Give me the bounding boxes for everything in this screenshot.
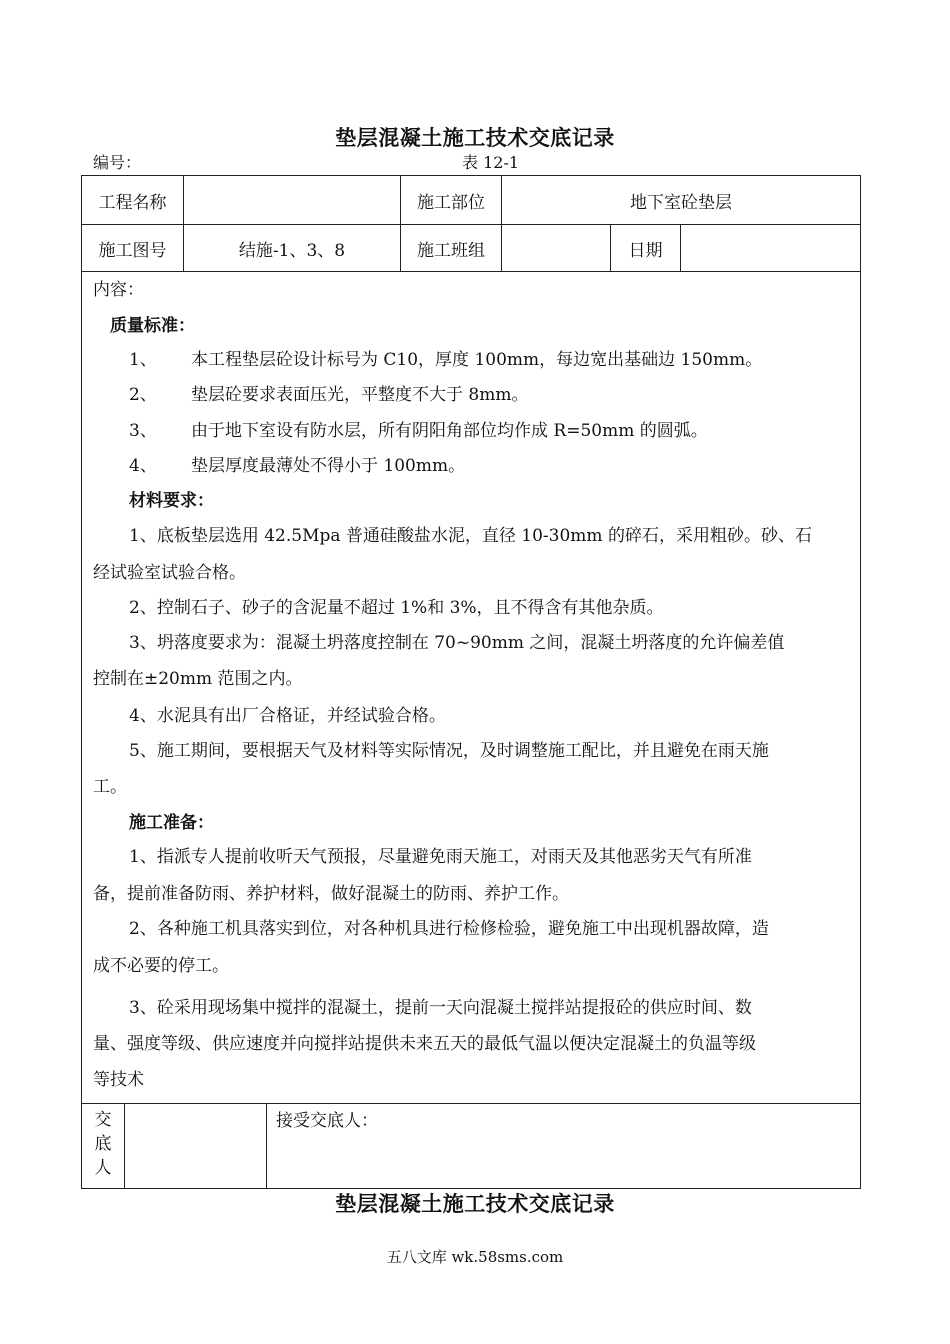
code-label: 编号： <box>93 153 142 172</box>
project-name-value <box>184 176 400 224</box>
materials-line: 工。 <box>93 777 127 797</box>
form-number: 表 12-1 <box>462 153 520 172</box>
part-label: 施工部位 <box>417 192 485 213</box>
date-label: 日期 <box>628 240 663 261</box>
col-divider <box>124 1103 125 1189</box>
list-number: 3、 <box>129 421 157 441</box>
giver-label-char: 人 <box>94 1158 112 1178</box>
materials-line: 4、水泥具有出厂合格证，并经试验合格。 <box>129 706 446 726</box>
quality-item: 由于地下室设有防水层，所有阴阳角部位均作成 R=50mm 的圆弧。 <box>191 421 708 441</box>
materials-line: 3、坍落度要求为：混凝土坍落度控制在 70~90mm 之间，混凝土坍落度的允许偏差值 <box>129 633 785 653</box>
project-name-label: 工程名称 <box>98 192 167 213</box>
list-number: 1、 <box>129 350 157 370</box>
col-divider <box>266 1103 267 1189</box>
drawing-value: 结施-1、3、8 <box>238 240 346 261</box>
giver-label-char: 交 <box>94 1110 112 1130</box>
materials-line: 1、底板垫层选用 42.5Mpa 普通硅酸盐水泥，直径 10-30mm 的碎石，采用粗砂。砂、石 <box>129 526 812 546</box>
preparation-line: 成不必要的停工。 <box>93 956 229 976</box>
content-label: 内容： <box>93 280 144 300</box>
team-label: 施工班组 <box>417 240 485 261</box>
preparation-heading: 施工准备： <box>129 813 214 833</box>
preparation-line: 1、指派专人提前收听天气预报，尽量避免雨天施工，对雨天及其他恶劣天气有所准 <box>129 847 752 867</box>
drawing-label: 施工图号 <box>98 240 167 261</box>
materials-line: 5、施工期间，要根据天气及材料等实际情况，及时调整施工配比，并且避免在雨天施 <box>129 741 769 761</box>
footer-watermark: 五八文库 wk.58sms.com <box>386 1248 564 1266</box>
preparation-line: 备，提前准备防雨、养护材料，做好混凝土的防雨、养护工作。 <box>93 884 569 904</box>
preparation-line: 等技术 <box>93 1070 144 1090</box>
materials-line: 2、控制石子、砂子的含泥量不超过 1%和 3%，且不得含有其他杂质。 <box>129 598 664 618</box>
quality-item: 本工程垫层砼设计标号为 C10，厚度 100mm，每边宽出基础边 150mm。 <box>191 350 763 370</box>
materials-line: 控制在±20mm 范围之内。 <box>93 669 303 689</box>
row-divider <box>81 271 861 272</box>
preparation-line: 量、强度等级、供应速度并向搅拌站提供未来五天的最低气温以便决定混凝土的负温等级 <box>93 1034 756 1054</box>
giver-label-char: 底 <box>94 1134 112 1154</box>
part-value: 地下室砼垫层 <box>630 192 732 213</box>
document-title-repeat: 垫层混凝土施工技术交底记录 <box>335 1191 615 1216</box>
quality-item: 垫层厚度最薄处不得小于 100mm。 <box>191 456 466 476</box>
team-value <box>502 225 610 271</box>
list-number: 2、 <box>129 385 157 405</box>
materials-heading: 材料要求： <box>129 491 214 511</box>
document-title: 垫层混凝土施工技术交底记录 <box>335 125 615 150</box>
list-number: 4、 <box>129 456 157 476</box>
row-divider <box>81 1103 861 1104</box>
preparation-line: 2、各种施工机具落实到位，对各种机具进行检修检验，避免施工中出现机器故障，造 <box>129 919 769 939</box>
quality-heading: 质量标准： <box>110 316 195 336</box>
giver-label <box>82 1108 124 1180</box>
materials-line: 经试验室试验合格。 <box>93 563 246 583</box>
quality-item: 垫层砼要求表面压光，平整度不大于 8mm。 <box>191 385 529 405</box>
preparation-line: 3、砼采用现场集中搅拌的混凝土，提前一天向混凝土搅拌站提报砼的供应时间、数 <box>129 998 752 1018</box>
date-value <box>681 225 860 271</box>
receiver-label: 接受交底人： <box>276 1111 378 1131</box>
